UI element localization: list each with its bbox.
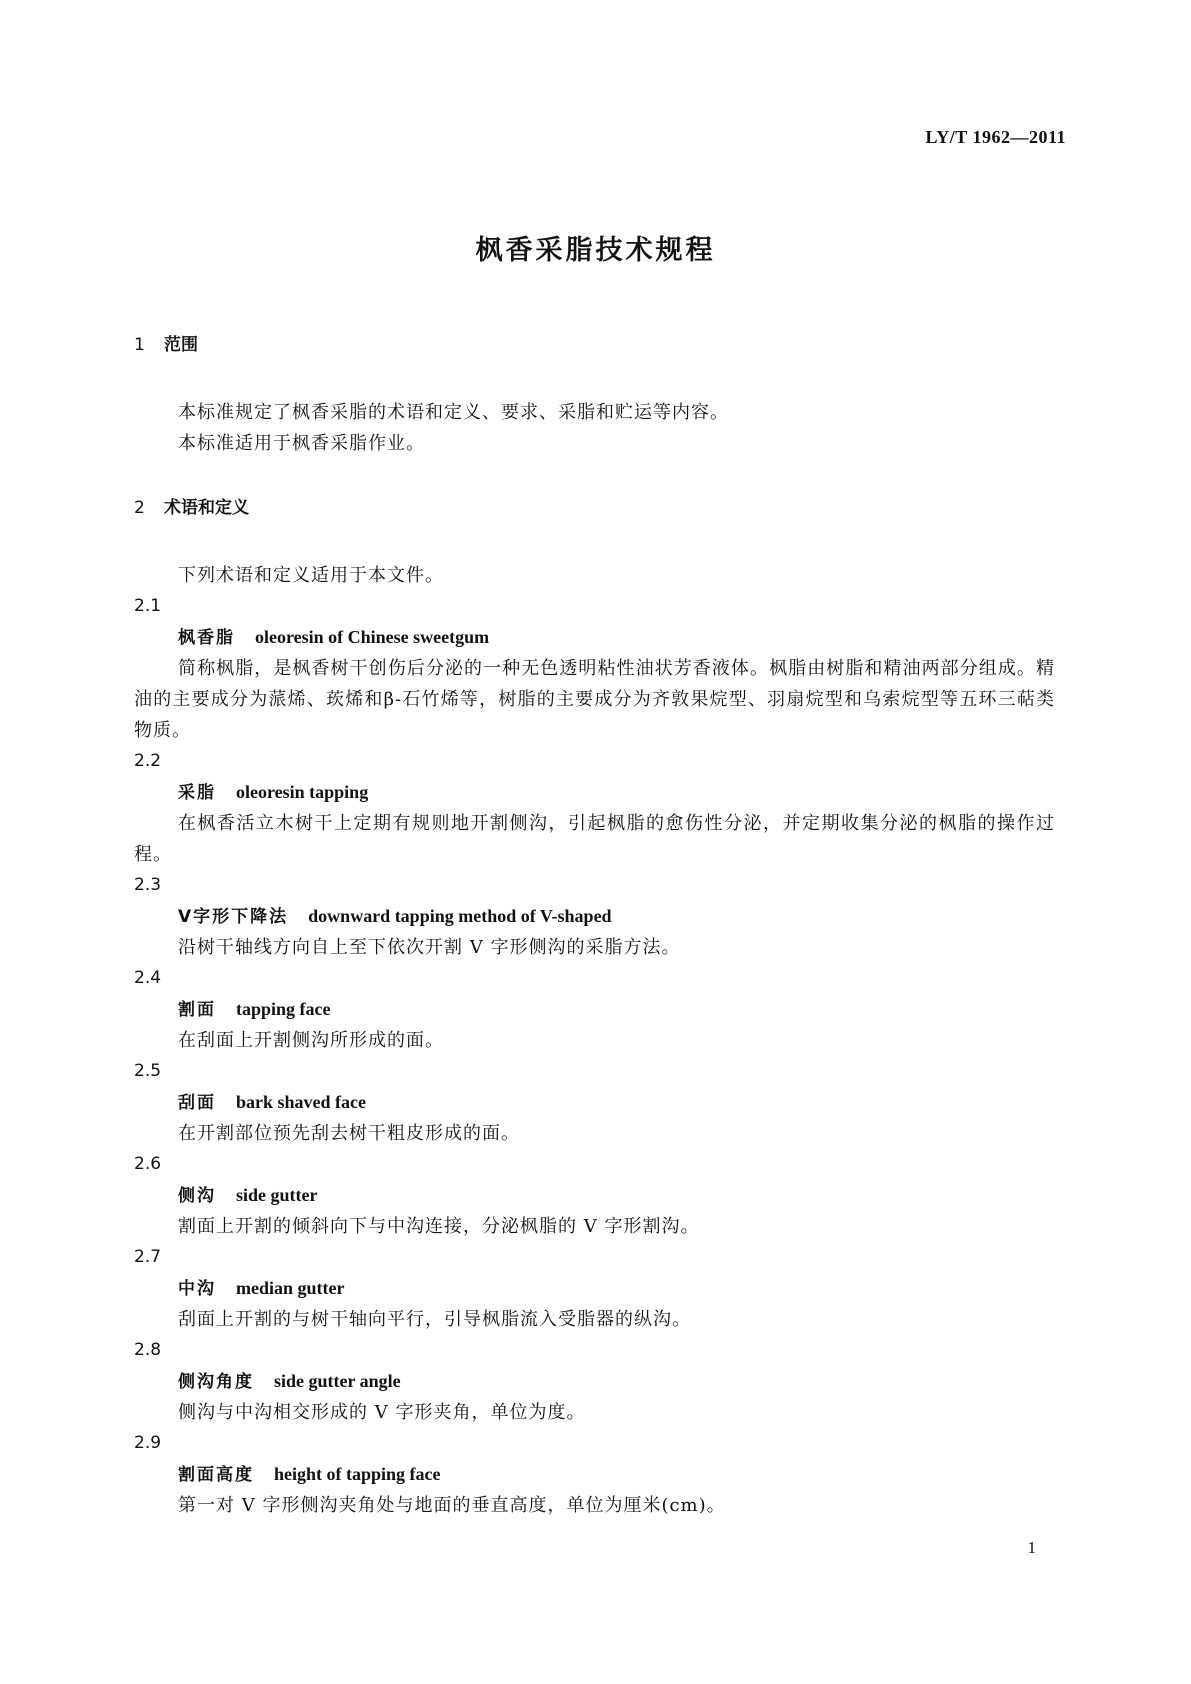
term-definition: 简称枫脂，是枫香树干创伤后分泌的一种无色透明粘性油状芳香液体。枫脂由树脂和精油两部分组成。精油的主要成分为蒎烯、莰烯和β-石竹烯等，树脂的主要成分为齐敦果烷型、羽扇烷型和乌索烷型等五环三萜类物质。 bbox=[134, 658, 1055, 741]
term-number: 2.1 bbox=[134, 596, 162, 616]
term-definition: 在开割部位预先刮去树干粗皮形成的面。 bbox=[178, 1123, 520, 1144]
term-number: 2.5 bbox=[134, 1061, 162, 1081]
term-entry bbox=[134, 591, 1055, 746]
term-definition: 割面上开割的倾斜向下与中沟连接，分泌枫脂的 V 字形割沟。 bbox=[178, 1216, 700, 1237]
term-name-en: median gutter bbox=[236, 1278, 345, 1298]
term-name bbox=[134, 901, 1055, 932]
term-entry bbox=[134, 1056, 1055, 1149]
section-heading-scope bbox=[134, 330, 1055, 361]
page-number: 1 bbox=[1027, 1538, 1036, 1557]
term-entry bbox=[134, 746, 1055, 870]
term-name-en: oleoresin tapping bbox=[236, 782, 369, 802]
term-definition: 第一对 V 字形侧沟夹角处与地面的垂直高度，单位为厘米(cm)。 bbox=[178, 1495, 726, 1516]
section-heading-terms bbox=[134, 493, 1055, 524]
term-name-zh: 侧沟 bbox=[178, 1186, 216, 1206]
term-definition: 刮面上开割的与树干轴向平行，引导枫脂流入受脂器的纵沟。 bbox=[178, 1309, 691, 1330]
term-name-zh: V字形下降法 bbox=[178, 907, 289, 927]
term-number: 2.8 bbox=[134, 1340, 162, 1360]
term-entry bbox=[134, 1242, 1055, 1335]
term-name-en: side gutter bbox=[236, 1185, 318, 1205]
term-name-en: oleoresin of Chinese sweetgum bbox=[255, 627, 490, 647]
term-name bbox=[134, 994, 1055, 1025]
term-name-zh: 刮面 bbox=[178, 1093, 216, 1113]
term-name-zh: 中沟 bbox=[178, 1279, 216, 1299]
term-number: 2.9 bbox=[134, 1433, 162, 1453]
term-name-zh: 采脂 bbox=[178, 783, 216, 803]
term-name-en: side gutter angle bbox=[274, 1371, 401, 1391]
term-name bbox=[134, 1273, 1055, 1304]
term-entry bbox=[134, 870, 1055, 963]
standard-code: LY/T 1962—2011 bbox=[925, 127, 1066, 147]
paragraph: 本标准规定了枫香采脂的术语和定义、要求、采脂和贮运等内容。 bbox=[178, 402, 729, 423]
term-definition: 沿树干轴线方向自上至下依次开割 V 字形侧沟的采脂方法。 bbox=[178, 937, 681, 958]
term-name bbox=[134, 777, 1055, 808]
term-definition: 侧沟与中沟相交形成的 V 字形夹角，单位为度。 bbox=[178, 1402, 586, 1423]
term-name bbox=[134, 1366, 1055, 1397]
term-name-zh: 枫香脂 bbox=[178, 628, 235, 648]
term-number: 2.7 bbox=[134, 1247, 162, 1267]
term-name bbox=[134, 1180, 1055, 1211]
term-number: 2.6 bbox=[134, 1154, 162, 1174]
term-entry bbox=[134, 1335, 1055, 1428]
document-title: 枫香采脂技术规程 bbox=[475, 235, 716, 266]
term-name bbox=[134, 1087, 1055, 1118]
term-name-en: height of tapping face bbox=[274, 1464, 441, 1484]
term-entry bbox=[134, 1149, 1055, 1242]
term-number: 2.3 bbox=[134, 875, 162, 895]
term-name-en: tapping face bbox=[236, 999, 331, 1019]
term-name bbox=[134, 1459, 1055, 1490]
term-definition: 在刮面上开割侧沟所形成的面。 bbox=[178, 1030, 444, 1051]
term-name bbox=[134, 622, 1055, 653]
document-body bbox=[134, 330, 1055, 1521]
section-number: 2 bbox=[134, 498, 145, 518]
term-name-zh: 割面 bbox=[178, 1000, 216, 1020]
term-number: 2.4 bbox=[134, 968, 162, 988]
paragraph: 下列术语和定义适用于本文件。 bbox=[178, 565, 444, 586]
term-entry bbox=[134, 1428, 1055, 1521]
term-definition: 在枫香活立木树干上定期有规则地开割侧沟，引起枫脂的愈伤性分泌，并定期收集分泌的枫脂的操作过程。 bbox=[134, 813, 1055, 865]
section-number: 1 bbox=[134, 335, 145, 355]
term-name-zh: 割面高度 bbox=[178, 1465, 254, 1485]
term-name-en: downward tapping method of V-shaped bbox=[308, 906, 612, 926]
term-name-en: bark shaved face bbox=[236, 1092, 366, 1112]
term-number: 2.2 bbox=[134, 751, 162, 771]
paragraph: 本标准适用于枫香采脂作业。 bbox=[178, 433, 425, 454]
term-entry bbox=[134, 963, 1055, 1056]
term-name-zh: 侧沟角度 bbox=[178, 1372, 254, 1392]
section-title: 范围 bbox=[164, 335, 198, 355]
section-title: 术语和定义 bbox=[164, 498, 249, 518]
